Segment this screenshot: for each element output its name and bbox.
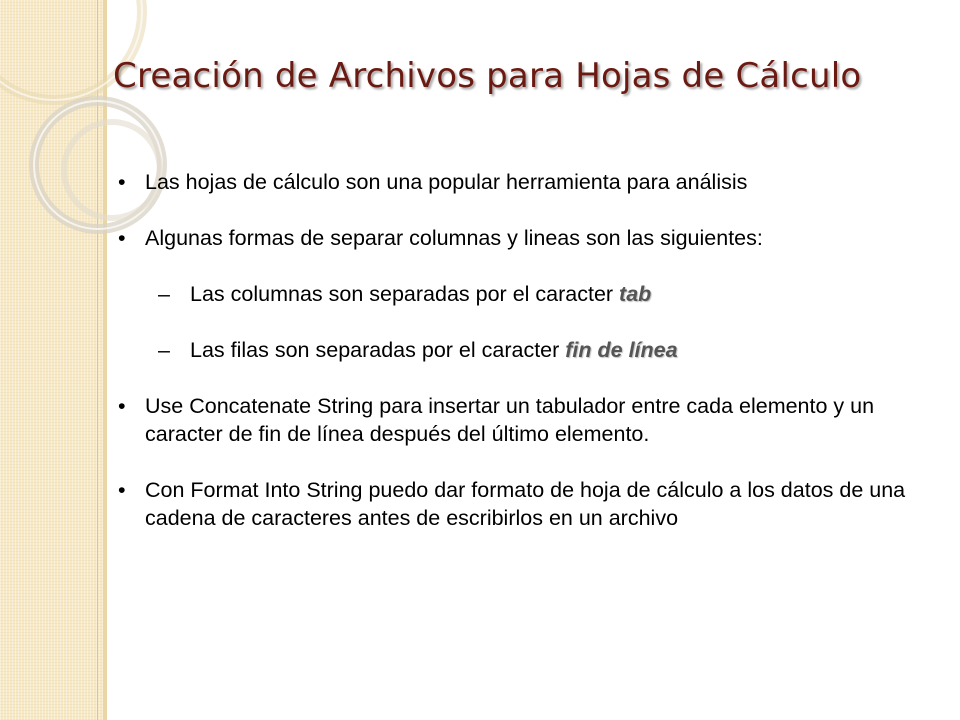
bullet-text: Con Format Into String puedo dar formato de hoja de cálculo a los datos de una cadena de caracteres antes de escribirlos en un archivo bbox=[145, 478, 906, 530]
sub-bullet-text: Las columnas son separadas por el caracter bbox=[190, 282, 620, 306]
bullet-item-1 bbox=[112, 168, 932, 196]
sub-bullet-marker: – bbox=[158, 282, 170, 306]
bullet-marker: • bbox=[118, 226, 126, 250]
sub-bullet-item-1 bbox=[112, 280, 932, 308]
bullet-list bbox=[112, 168, 932, 532]
sub-bullet-item-2 bbox=[112, 336, 932, 364]
bullet-marker: • bbox=[118, 478, 126, 502]
bullet-item-4 bbox=[112, 476, 932, 532]
bullet-text: Algunas formas de separar columnas y lineas son las siguientes: bbox=[145, 226, 763, 250]
bullet-item-2 bbox=[112, 224, 932, 252]
bullet-item-3 bbox=[112, 392, 932, 448]
emphasis-text: tab bbox=[619, 282, 652, 306]
sub-bullet-marker: – bbox=[158, 338, 170, 362]
bullet-text: Las hojas de cálculo son una popular herramienta para análisis bbox=[145, 170, 748, 194]
slide-title: Creación de Archivos para Hojas de Cálculo bbox=[113, 56, 862, 96]
sub-bullet-text: Las filas son separadas por el caracter bbox=[190, 338, 566, 362]
bullet-marker: • bbox=[118, 394, 126, 418]
bullet-marker: • bbox=[118, 170, 126, 194]
emphasis-text: fin de línea bbox=[565, 338, 678, 362]
bullet-text: Use Concatenate String para insertar un tabulador entre cada elemento y un caracter de fin de línea después del último elemento. bbox=[145, 394, 875, 446]
